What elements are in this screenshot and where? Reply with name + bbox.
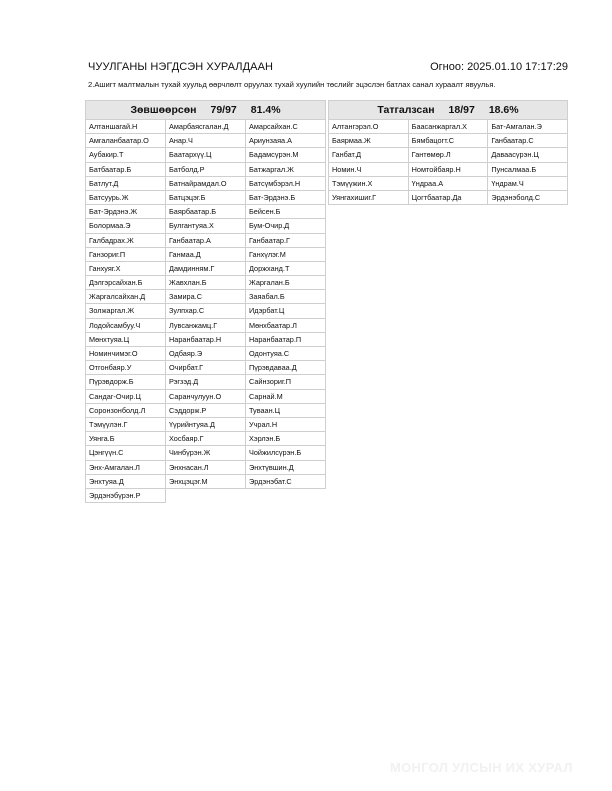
member-name-cell: Бат-Эрдэнэ.Ж (86, 205, 166, 219)
member-name-cell: Чинбүрэн.Ж (166, 446, 246, 460)
member-name-cell: Рэгзэд.Д (166, 375, 246, 389)
member-name-cell: Мөнхтуяа.Ц (86, 333, 166, 347)
session-date: Огноо: 2025.01.10 17:17:29 (430, 61, 568, 73)
member-name-cell: Дамдинням.Г (166, 262, 246, 276)
member-name-cell: Соронзонболд.Л (86, 404, 166, 418)
member-name-cell: Үндрам.Ч (488, 177, 568, 191)
parliament-watermark: МОНГОЛ УЛСЫН ИХ ХУРАЛ (390, 760, 573, 775)
member-name-cell: Уянга.Б (86, 432, 166, 446)
approved-header (85, 100, 326, 120)
member-name-cell: Уянгахишиг.Г (329, 191, 409, 205)
member-name-cell: Үндраа.А (409, 177, 489, 191)
approved-names-grid (85, 120, 326, 503)
approved-label: Зөвшөөрсөн (130, 104, 197, 116)
member-name-cell: Дэлгэрсайхан.Б (86, 276, 166, 290)
member-name-cell: Номтойбаяр.Н (409, 163, 489, 177)
member-name-cell: Энхнасан.Л (166, 461, 246, 475)
approved-panel (85, 100, 326, 503)
member-name-cell: Эрдэнэбат.С (246, 475, 326, 489)
member-name-cell: Энх-Амгалан.Л (86, 461, 166, 475)
session-title: ЧУУЛГАНЫ НЭГДСЭН ХУРАЛДААН (88, 61, 274, 73)
member-name-cell: Ганбат.Д (329, 148, 409, 162)
approved-count: 79/97 (210, 104, 237, 116)
member-name-cell: Батсүмбэрэл.Н (246, 177, 326, 191)
member-name-cell: Бейсен.Б (246, 205, 326, 219)
approved-percent: 81.4% (250, 104, 281, 116)
member-name-cell: Батжаргал.Ж (246, 163, 326, 177)
member-name-cell: Анар.Ч (166, 134, 246, 148)
member-name-cell: Ганмаа.Д (166, 248, 246, 262)
member-name-cell: Батцэцэг.Б (166, 191, 246, 205)
member-name-cell: Даваасүрэн.Ц (488, 148, 568, 162)
member-name-cell: Баярмаа.Ж (329, 134, 409, 148)
member-name-cell: Цогтбаатар.Да (409, 191, 489, 205)
member-name-cell: Наранбаатар.Н (166, 333, 246, 347)
member-name-cell: Золжаргал.Ж (86, 304, 166, 318)
member-name-cell: Бат-Амгалан.Э (488, 120, 568, 134)
member-name-cell: Баярбаатар.Б (166, 205, 246, 219)
member-name-cell: Хэрлэн.Б (246, 432, 326, 446)
member-name-cell: Батбаатар.Б (86, 163, 166, 177)
member-name-cell: Батнайрамдал.О (166, 177, 246, 191)
member-name-cell: Лувсанжамц.Г (166, 319, 246, 333)
member-name-cell: Одонтуяа.С (246, 347, 326, 361)
member-name-cell: Бат-Эрдэнэ.Б (246, 191, 326, 205)
member-name-cell: Бямбацогт.С (409, 134, 489, 148)
member-name-cell: Алтангэрэл.О (329, 120, 409, 134)
member-name-cell: Лодойсамбуу.Ч (86, 319, 166, 333)
member-name-cell: Ганхүлэг.М (246, 248, 326, 262)
member-name-cell: Энхцэцэг.М (166, 475, 246, 489)
member-name-cell: Бум-Очир.Д (246, 219, 326, 233)
member-name-cell: Амгаланбаатар.О (86, 134, 166, 148)
member-name-cell: Номин.Ч (329, 163, 409, 177)
member-name-cell: Жаргалсайхан.Д (86, 290, 166, 304)
member-name-cell: Амарсайхан.С (246, 120, 326, 134)
member-name-cell: Энхтуяа.Д (86, 475, 166, 489)
member-name-cell: Эрдэнэболд.С (488, 191, 568, 205)
member-name-cell: Ганхуяг.Х (86, 262, 166, 276)
member-name-cell: Туваан.Ц (246, 404, 326, 418)
member-name-cell: Эрдэнэбүрэн.Р (86, 489, 166, 503)
member-name-cell: Батлут.Д (86, 177, 166, 191)
member-name-cell: Болормаа.Э (86, 219, 166, 233)
abstained-names-grid (328, 120, 568, 205)
member-name-cell: Ганбаатар.А (166, 234, 246, 248)
member-name-cell: Батсуурь.Ж (86, 191, 166, 205)
member-name-cell: Сайнзориг.П (246, 375, 326, 389)
member-name-cell: Жаргалан.Б (246, 276, 326, 290)
member-name-cell: Учрал.Н (246, 418, 326, 432)
member-name-cell: Сандаг-Очир.Ц (86, 390, 166, 404)
member-name-cell: Одбаяр.Э (166, 347, 246, 361)
member-name-cell: Жавхлан.Б (166, 276, 246, 290)
member-name-cell: Идэрбат.Ц (246, 304, 326, 318)
member-name-cell: Үүрийнтуяа.Д (166, 418, 246, 432)
member-name-cell: Ариунзаяа.А (246, 134, 326, 148)
member-name-cell: Баатархүү.Ц (166, 148, 246, 162)
abstained-percent: 18.6% (488, 104, 519, 116)
member-name-cell: Хосбаяр.Г (166, 432, 246, 446)
member-name-cell: Энхтүвшин.Д (246, 461, 326, 475)
member-name-cell: Баасанжаргал.Х (409, 120, 489, 134)
member-name-cell: Алтаншагай.Н (86, 120, 166, 134)
member-name-cell: Амарбаясгалан.Д (166, 120, 246, 134)
member-name-cell: Бадамсүрэн.М (246, 148, 326, 162)
page-header (88, 61, 568, 75)
member-name-cell: Очирбат.Г (166, 361, 246, 375)
member-name-cell: Наранбаатар.П (246, 333, 326, 347)
member-name-cell: Батболд.Р (166, 163, 246, 177)
member-name-cell: Галбадрах.Ж (86, 234, 166, 248)
member-name-cell: Ганбаатар.С (488, 134, 568, 148)
abstained-label: Татгалзсан (377, 104, 435, 116)
member-name-cell: Тэмүүлэн.Г (86, 418, 166, 432)
member-name-cell: Пүрэвдаваа.Д (246, 361, 326, 375)
member-name-cell: Цэнгүүн.С (86, 446, 166, 460)
member-name-cell: Аубакир.Т (86, 148, 166, 162)
member-name-cell: Гантөмөр.Л (409, 148, 489, 162)
member-name-cell: Зулпхар.С (166, 304, 246, 318)
abstained-panel (328, 100, 568, 205)
abstained-header (328, 100, 568, 120)
member-name-cell: Тэмүүжин.Х (329, 177, 409, 191)
member-name-cell: Чойжилсүрэн.Б (246, 446, 326, 460)
vote-topic: 2.Ашигт малтмалын тухай хуульд өөрчлөлт оруулах тухай хуулийн төслийг эцэслэн батлах санал хураалт явуулья. (88, 80, 496, 89)
member-name-cell: Пунсалмаа.Б (488, 163, 568, 177)
member-name-cell: Ганзориг.П (86, 248, 166, 262)
member-name-cell: Замира.С (166, 290, 246, 304)
member-name-cell: Сэддорж.Р (166, 404, 246, 418)
abstained-count: 18/97 (448, 104, 475, 116)
member-name-cell: Отгонбаяр.У (86, 361, 166, 375)
member-name-cell: Саранчулуун.О (166, 390, 246, 404)
member-name-cell: Заяабал.Б (246, 290, 326, 304)
member-name-cell: Булгантуяа.Х (166, 219, 246, 233)
member-name-cell: Мөнхбаатар.Л (246, 319, 326, 333)
member-name-cell: Пүрэвдорж.Б (86, 375, 166, 389)
member-name-cell: Номинчимэг.О (86, 347, 166, 361)
member-name-cell: Доржханд.Т (246, 262, 326, 276)
member-name-cell: Сарнай.М (246, 390, 326, 404)
member-name-cell: Ганбаатар.Г (246, 234, 326, 248)
